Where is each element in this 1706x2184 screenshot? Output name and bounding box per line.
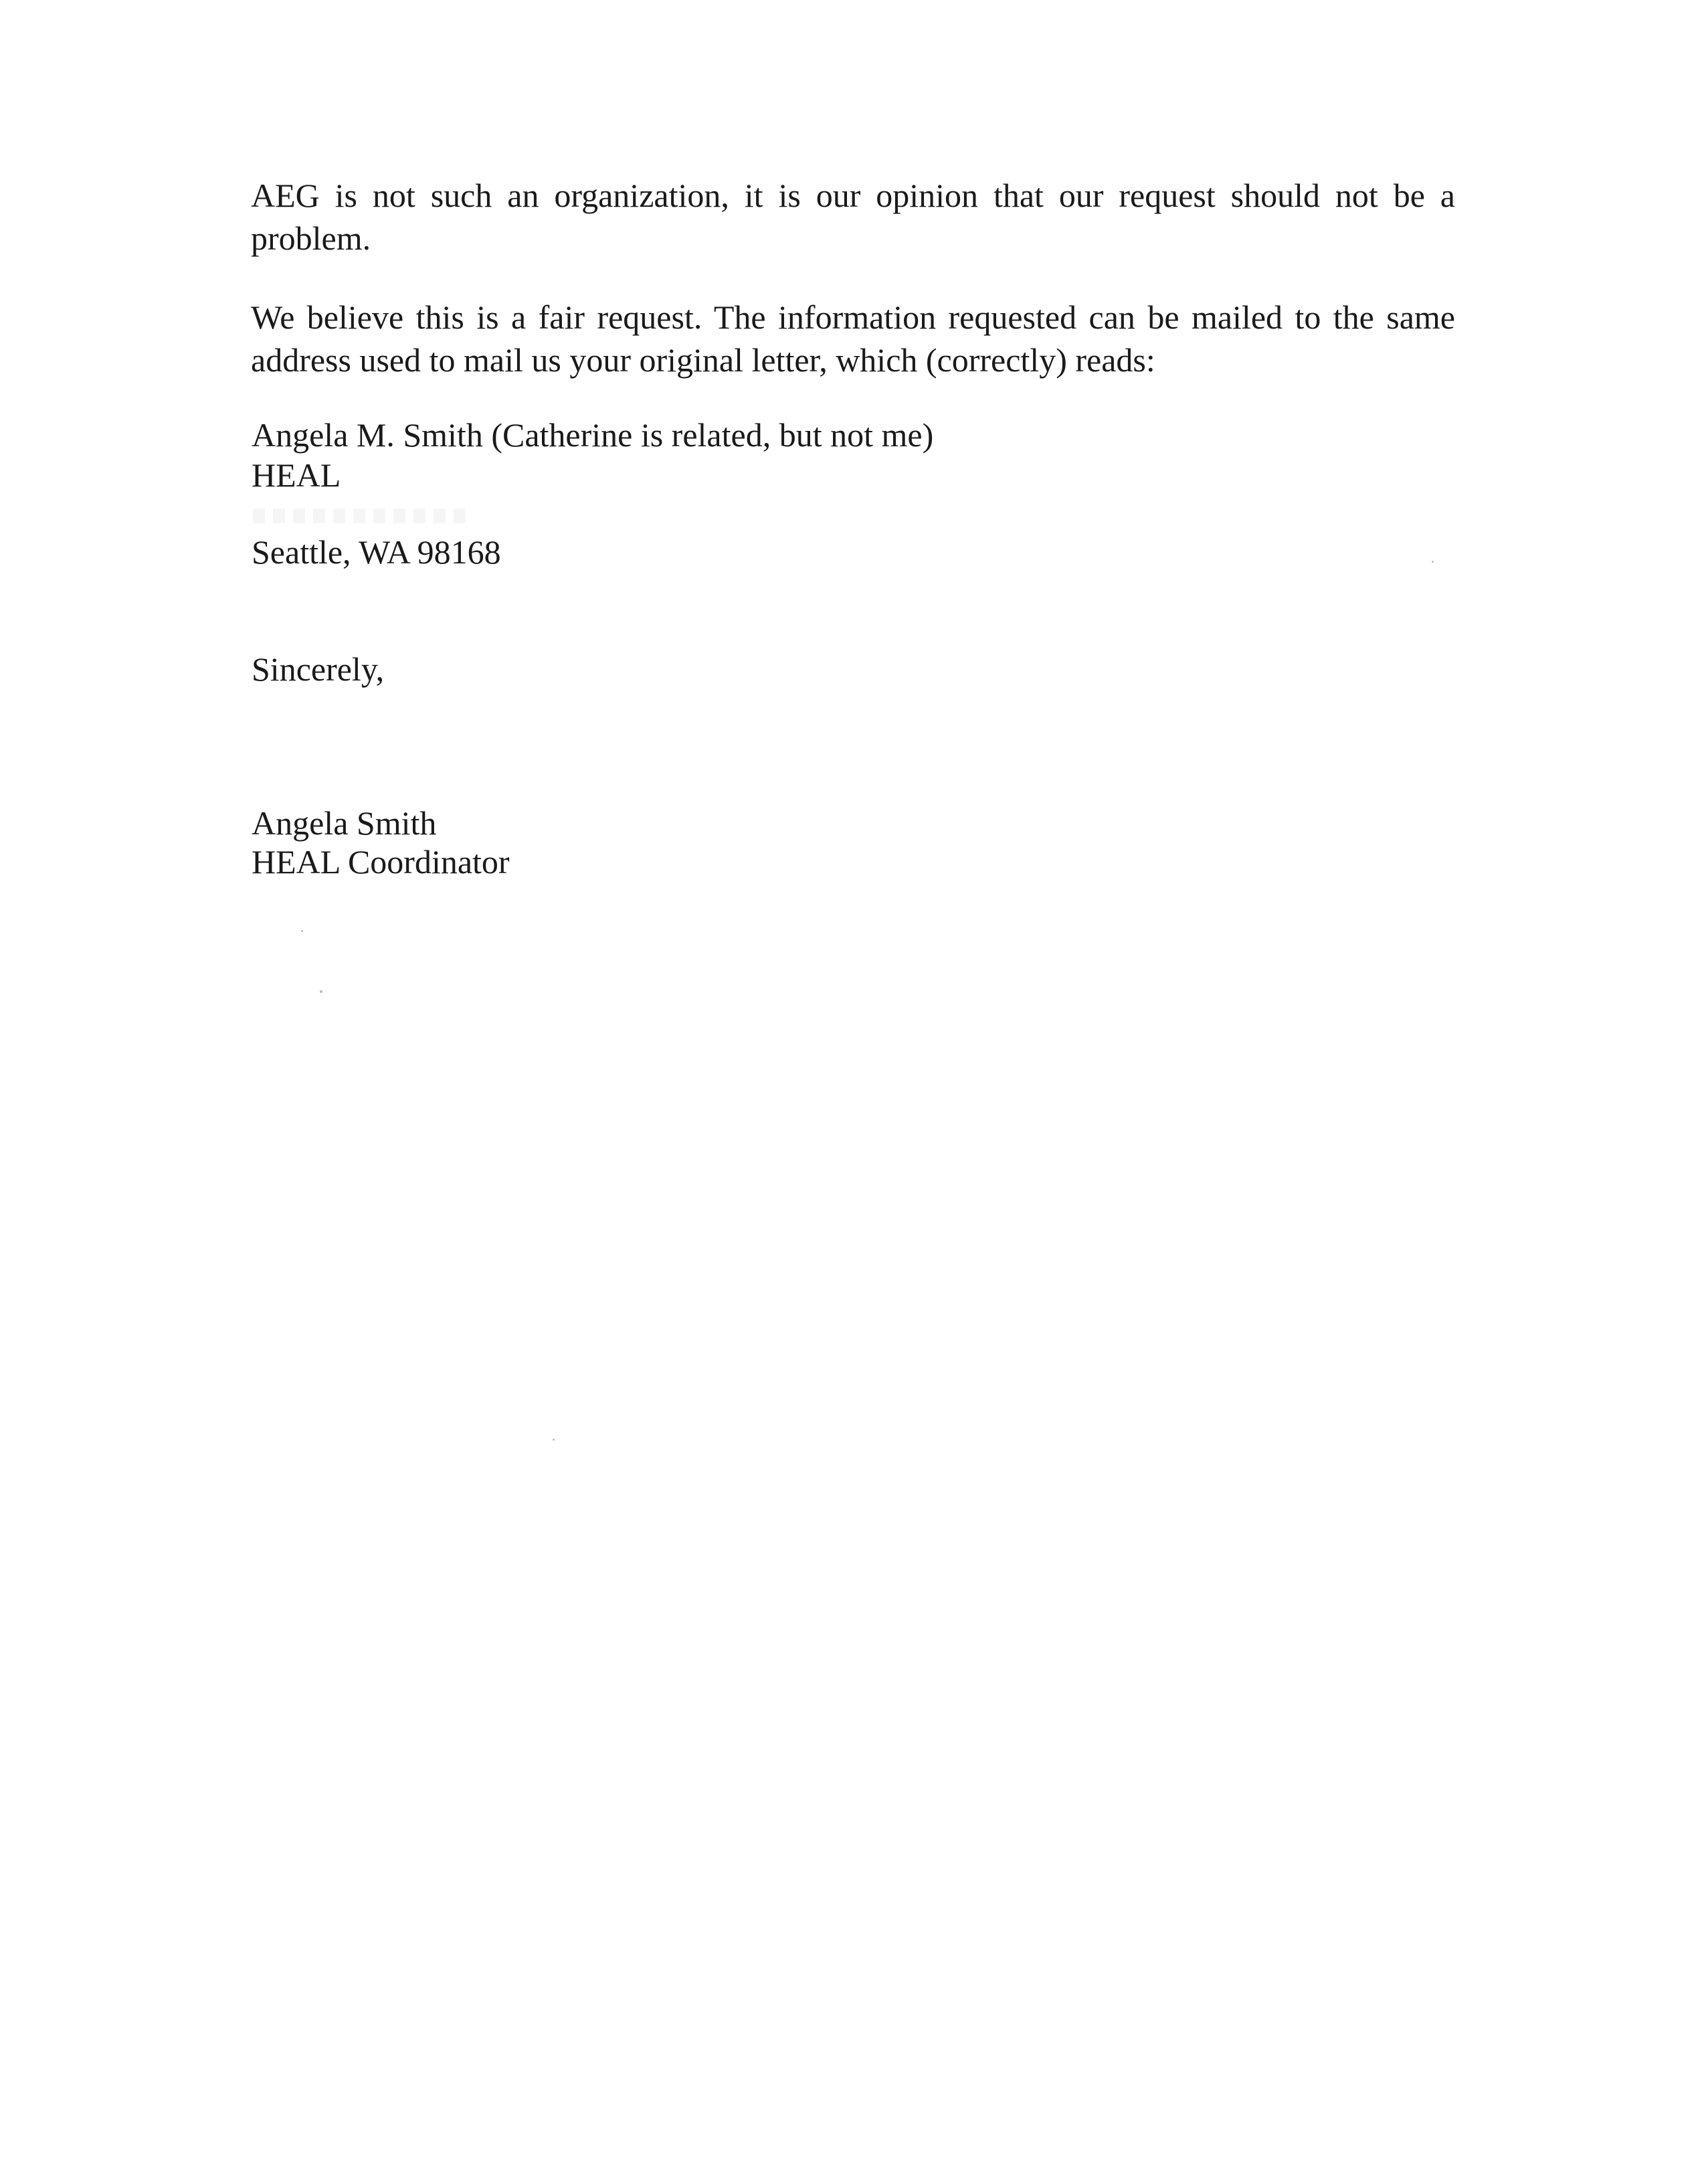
scan-speck <box>301 930 303 932</box>
scan-speck <box>320 990 322 993</box>
paragraph-fair-request: We believe this is a fair request. The information requested can be mailed to the same address used to mail us your original letter, which (correctly) reads: <box>251 298 1455 379</box>
scan-speck <box>1432 561 1434 563</box>
signature-name: Angela Smith <box>252 804 437 842</box>
signature-title: HEAL Coordinator <box>252 843 510 881</box>
closing: Sincerely, <box>252 650 385 688</box>
address-line-organization: HEAL <box>252 456 341 494</box>
redacted-street-address <box>253 509 467 523</box>
scan-speck <box>553 1439 555 1441</box>
address-line-name: Angela M. Smith (Catherine is related, but not me) <box>252 416 934 454</box>
paragraph-organization: AEG is not such an organization, it is our opinion that our request should not be a problem. <box>251 177 1455 257</box>
address-line-city: Seattle, WA 98168 <box>252 533 501 571</box>
